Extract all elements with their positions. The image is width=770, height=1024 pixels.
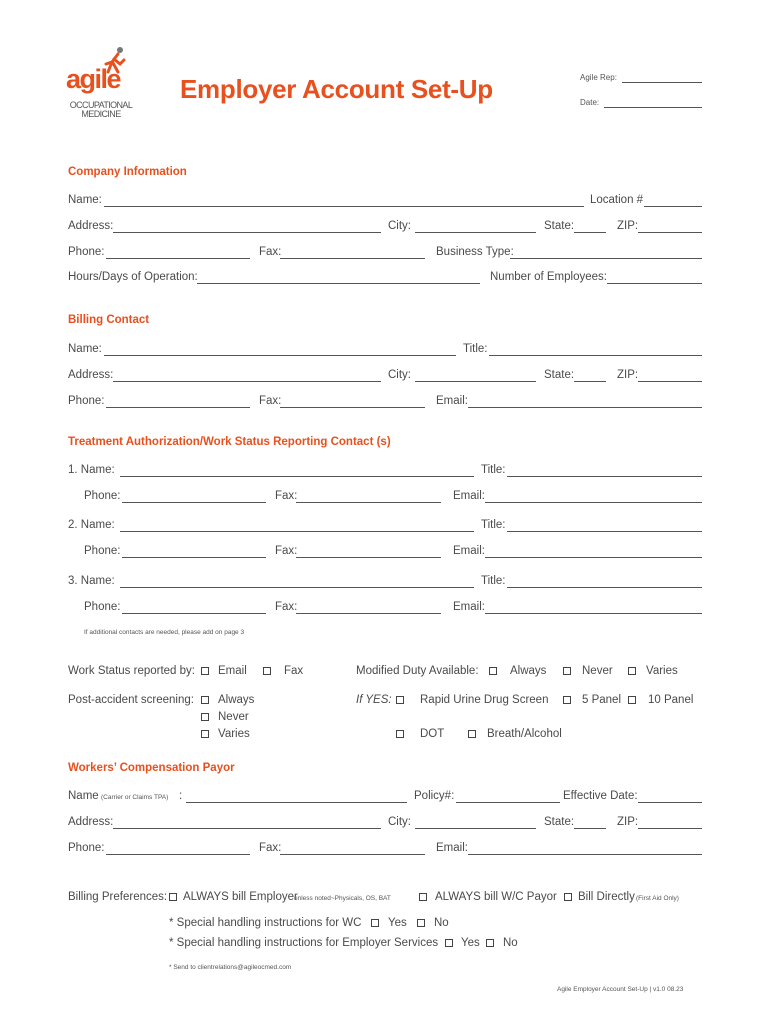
company-employees-label: Number of Employees: <box>490 271 607 283</box>
contact2-email-field[interactable] <box>485 557 702 558</box>
contact2-phone-label: Phone: <box>84 545 121 557</box>
breath-alcohol-label: Breath/Alcohol <box>487 728 562 740</box>
five-panel-label: 5 Panel <box>582 694 622 706</box>
wc-name-label: Name <box>68 790 99 802</box>
billing-phone-field[interactable] <box>106 407 250 408</box>
bill-wc-payor-checkbox[interactable] <box>419 893 427 901</box>
special-wc-yes-label: Yes <box>388 917 407 929</box>
bill-employer-checkbox[interactable] <box>169 893 177 901</box>
work-status-fax-label: Fax <box>284 665 304 677</box>
contact1-name-field[interactable] <box>120 476 474 477</box>
company-name-field[interactable] <box>104 206 584 207</box>
company-city-label: City: <box>388 220 411 232</box>
wc-state-field[interactable] <box>574 828 606 829</box>
contact2-phone-field[interactable] <box>122 557 266 558</box>
contact3-phone-label: Phone: <box>84 601 121 613</box>
wc-email-label: Email: <box>436 842 468 854</box>
contact1-phone-label: Phone: <box>84 490 121 502</box>
contact1-email-field[interactable] <box>485 502 702 503</box>
bill-employer-label: ALWAYS bill Employer <box>183 891 298 903</box>
modified-duty-label: Modified Duty Available: <box>356 665 479 677</box>
contact2-name-field[interactable] <box>120 531 474 532</box>
date-field[interactable] <box>604 107 702 108</box>
company-address-field[interactable] <box>113 232 381 233</box>
billing-city-field[interactable] <box>415 381 536 382</box>
wc-name-field[interactable] <box>186 802 407 803</box>
wc-fax-field[interactable] <box>280 854 425 855</box>
date-label: Date: <box>580 98 600 107</box>
company-zip-label: ZIP: <box>617 220 639 232</box>
contact1-title-field[interactable] <box>507 476 702 477</box>
company-zip-field[interactable] <box>638 232 702 233</box>
company-business-type-field[interactable] <box>510 258 702 259</box>
contact1-title-label: Title: <box>481 464 506 476</box>
contact3-fax-field[interactable] <box>296 613 441 614</box>
billing-name-label: Name: <box>68 343 102 355</box>
billing-name-field[interactable] <box>104 355 456 356</box>
billing-city-label: City: <box>388 369 411 381</box>
contact3-email-label: Email: <box>453 601 485 613</box>
wc-city-label: City: <box>388 816 411 828</box>
billing-address-label: Address: <box>68 369 114 381</box>
contact3-phone-field[interactable] <box>122 613 266 614</box>
agile-rep-field[interactable] <box>622 82 702 83</box>
modified-duty-varies-checkbox[interactable] <box>628 667 636 675</box>
billing-title-label: Title: <box>463 343 488 355</box>
work-status-email-checkbox[interactable] <box>201 667 209 675</box>
company-state-field[interactable] <box>574 232 606 233</box>
wc-effective-date-field[interactable] <box>638 802 702 803</box>
bill-wc-payor-label: ALWAYS bill W/C Payor <box>435 891 557 903</box>
contact3-title-label: Title: <box>481 575 506 587</box>
post-accident-always-label: Always <box>218 694 255 706</box>
modified-duty-varies-label: Varies <box>646 665 678 677</box>
contact1-fax-field[interactable] <box>296 502 441 503</box>
post-accident-never-label: Never <box>218 711 249 723</box>
dot-label: DOT <box>420 728 445 740</box>
contact3-fax-label: Fax: <box>275 601 298 613</box>
company-hours-field[interactable] <box>197 283 480 284</box>
wc-heading: Workers’ Compensation Payor <box>68 762 235 774</box>
company-location-label: Location # <box>590 194 644 206</box>
wc-effective-date-label: Effective Date: <box>563 790 638 802</box>
contact2-fax-field[interactable] <box>296 557 441 558</box>
five-panel-checkbox[interactable] <box>563 696 571 704</box>
post-accident-always-checkbox[interactable] <box>201 696 209 704</box>
ten-panel-label: 10 Panel <box>648 694 694 706</box>
post-accident-varies-label: Varies <box>218 728 250 740</box>
company-business-type-label: Business Type: <box>436 246 514 258</box>
billing-state-label: State: <box>544 369 575 381</box>
company-location-field[interactable] <box>644 206 702 207</box>
footer-text: Agile Employer Account Set-Up | v1.0 08.23 <box>557 986 684 993</box>
billing-fax-label: Fax: <box>259 395 282 407</box>
billing-heading: Billing Contact <box>68 314 150 326</box>
rapid-urine-label: Rapid Urine Drug Screen <box>420 694 549 706</box>
page-title: Employer Account Set-Up <box>180 74 493 104</box>
wc-state-label: State: <box>544 816 575 828</box>
breath-alcohol-checkbox[interactable] <box>468 730 476 738</box>
wc-phone-field[interactable] <box>106 854 250 855</box>
work-status-fax-checkbox[interactable] <box>263 667 271 675</box>
company-fax-label: Fax: <box>259 246 282 258</box>
special-employer-no-label: No <box>503 937 518 949</box>
company-phone-field[interactable] <box>106 258 250 259</box>
special-wc-no-checkbox[interactable] <box>417 919 425 927</box>
billing-address-field[interactable] <box>113 381 381 382</box>
billing-zip-label: ZIP: <box>617 369 639 381</box>
contact2-title-field[interactable] <box>507 531 702 532</box>
additional-contacts-note: If additional contacts are needed, please add on page 3 <box>84 629 245 636</box>
billing-title-field[interactable] <box>489 355 702 356</box>
rapid-urine-checkbox[interactable] <box>396 696 404 704</box>
contact3-email-field[interactable] <box>485 613 702 614</box>
company-name-label: Name: <box>68 194 102 206</box>
billing-state-field[interactable] <box>574 381 606 382</box>
post-accident-varies-checkbox[interactable] <box>201 730 209 738</box>
special-wc-label: * Special handling instructions for WC <box>169 917 362 929</box>
billing-fax-field[interactable] <box>280 407 425 408</box>
logo-line1: OCCUPATIONAL <box>69 100 133 110</box>
contact3-name-label: 3. Name: <box>68 575 115 587</box>
modified-duty-always-label: Always <box>510 665 547 677</box>
contact1-phone-field[interactable] <box>122 502 266 503</box>
send-to-note: * Send to clientrelations@agileocmed.com <box>169 964 292 971</box>
contact1-email-label: Email: <box>453 490 485 502</box>
work-status-label: Work Status reported by: <box>68 665 195 677</box>
modified-duty-never-checkbox[interactable] <box>563 667 571 675</box>
wc-address-label: Address: <box>68 816 114 828</box>
wc-name-note: (Carrier or Claims TPA) <box>101 794 169 801</box>
logo-line2: MEDICINE <box>81 109 121 119</box>
special-wc-no-label: No <box>434 917 449 929</box>
company-hours-label: Hours/Days of Operation: <box>68 271 198 283</box>
bill-directly-label: Bill Directly <box>578 891 635 903</box>
billing-zip-field[interactable] <box>638 381 702 382</box>
company-employees-field[interactable] <box>607 283 702 284</box>
company-state-label: State: <box>544 220 575 232</box>
agile-rep-label: Agile Rep: <box>580 73 617 82</box>
wc-fax-label: Fax: <box>259 842 282 854</box>
contact3-name-field[interactable] <box>120 587 474 588</box>
wc-zip-label: ZIP: <box>617 816 639 828</box>
ten-panel-checkbox[interactable] <box>628 696 636 704</box>
dot-checkbox[interactable] <box>396 730 404 738</box>
bill-employer-note: unless noted~Physicals, OS, BAT <box>294 895 391 902</box>
treatment-heading: Treatment Authorization/Work Status Reporting Contact (s) <box>68 436 391 448</box>
contact2-name-label: 2. Name: <box>68 519 115 531</box>
bill-directly-checkbox[interactable] <box>564 893 572 901</box>
logo <box>62 44 142 120</box>
special-employer-yes-checkbox[interactable] <box>445 939 453 947</box>
billing-phone-label: Phone: <box>68 395 105 407</box>
logo-word: agile <box>66 64 121 94</box>
bill-directly-note: (First Aid Only) <box>636 895 679 902</box>
work-status-email-label: Email <box>218 665 247 677</box>
contact3-title-field[interactable] <box>507 587 702 588</box>
company-city-field[interactable] <box>415 232 536 233</box>
wc-email-field[interactable] <box>468 854 702 855</box>
special-employer-no-checkbox[interactable] <box>486 939 494 947</box>
wc-address-field[interactable] <box>113 828 381 829</box>
modified-duty-never-label: Never <box>582 665 613 677</box>
special-employer-yes-label: Yes <box>461 937 480 949</box>
special-employer-label: * Special handling instructions for Employer Services <box>169 937 439 949</box>
contact2-title-label: Title: <box>481 519 506 531</box>
billing-email-field[interactable] <box>468 407 702 408</box>
post-accident-never-checkbox[interactable] <box>201 713 209 721</box>
post-accident-label: Post-accident screening: <box>68 694 194 706</box>
contact1-name-label: 1. Name: <box>68 464 115 476</box>
contact1-fax-label: Fax: <box>275 490 298 502</box>
if-yes-label: If YES: <box>356 694 392 706</box>
wc-policy-label: Policy#: <box>414 790 455 802</box>
wc-zip-field[interactable] <box>638 828 702 829</box>
billing-email-label: Email: <box>436 395 468 407</box>
contact2-fax-label: Fax: <box>275 545 298 557</box>
contact2-email-label: Email: <box>453 545 485 557</box>
modified-duty-always-checkbox[interactable] <box>489 667 497 675</box>
wc-name-colon: : <box>179 790 183 802</box>
billing-preferences-label: Billing Preferences: <box>68 891 168 903</box>
company-fax-field[interactable] <box>280 258 425 259</box>
special-wc-yes-checkbox[interactable] <box>371 919 379 927</box>
wc-city-field[interactable] <box>415 828 536 829</box>
company-address-label: Address: <box>68 220 114 232</box>
company-heading: Company Information <box>68 166 187 178</box>
company-phone-label: Phone: <box>68 246 105 258</box>
wc-policy-field[interactable] <box>456 802 560 803</box>
wc-phone-label: Phone: <box>68 842 105 854</box>
